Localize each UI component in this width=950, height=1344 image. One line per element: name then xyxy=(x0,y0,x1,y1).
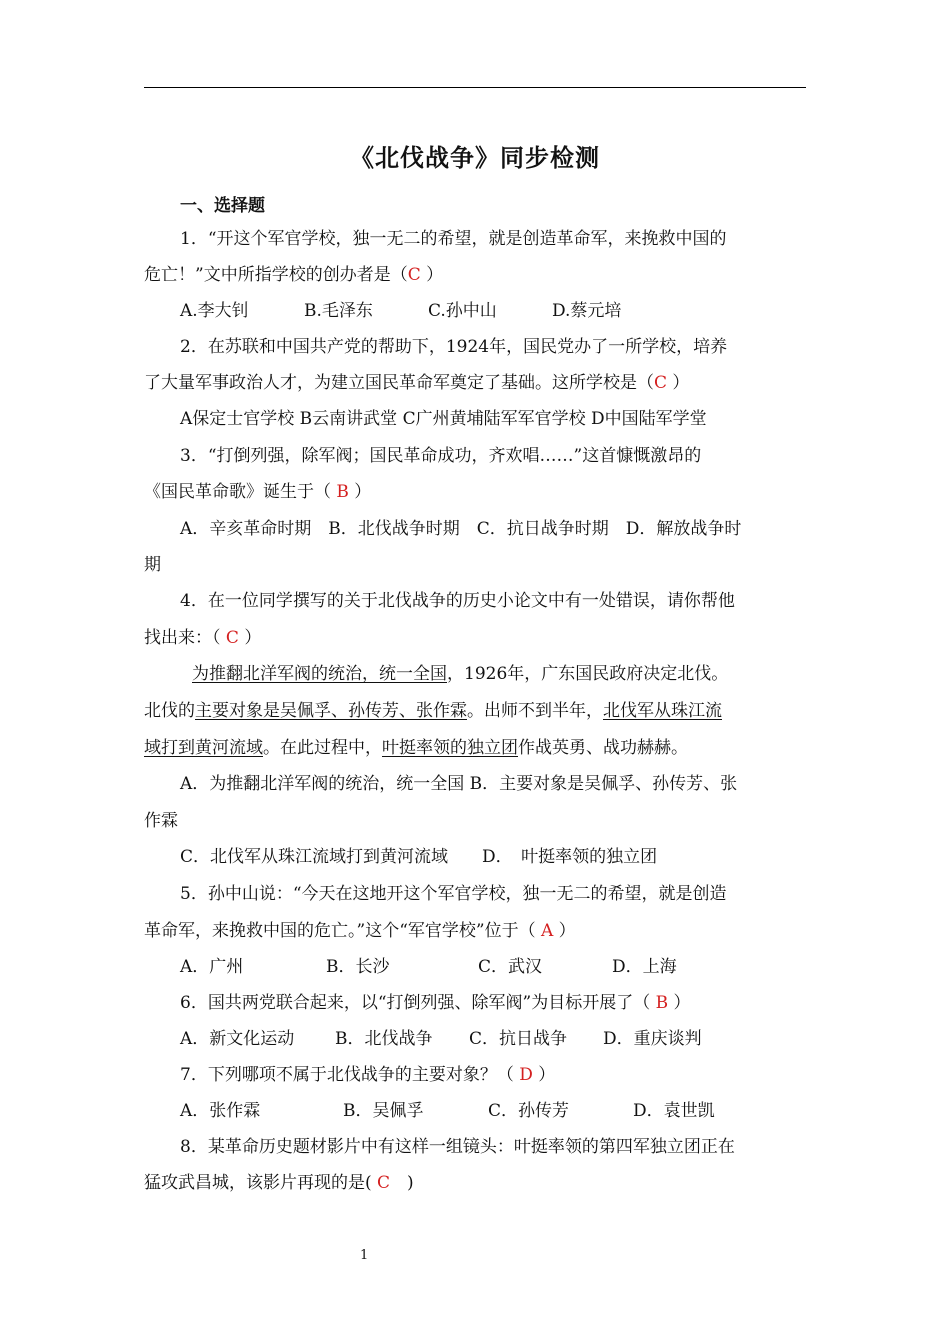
option-c: C．抗日战争 xyxy=(469,1029,568,1049)
question-5-line-2: 革命军，来挽救中国的危亡。”这个“军官学校”位于（ A ） xyxy=(144,921,576,941)
question-3-options-1: A．辛亥革命时期 B．北伐战争时期 C．抗日战争时期 D．解放战争时 xyxy=(180,519,742,539)
question-4-line-2: 找出来：（ C ） xyxy=(144,628,262,648)
option-b: B．长沙 xyxy=(326,957,390,977)
option-a: A．新文化运动 xyxy=(180,1029,295,1049)
essay-line-1: 为推翻北洋军阀的统治，统一全国，1926年，广东国民政府决定北伐。 xyxy=(192,664,729,684)
question-4-options-2: 作霖 xyxy=(144,811,178,831)
page-title: 《北伐战争》同步检测 xyxy=(350,144,600,172)
option-d: D.蔡元培 xyxy=(552,301,622,321)
option-c: C．孙传芳 xyxy=(488,1101,570,1121)
question-4-options-3: C．北伐军从珠江流域打到黄河流域 D． 叶挺率领的独立团 xyxy=(180,847,658,867)
option-d: D．上海 xyxy=(612,957,677,977)
option-d: D．袁世凯 xyxy=(633,1101,715,1121)
answer-5: A xyxy=(540,921,554,941)
question-5-options xyxy=(180,956,677,978)
question-3-line-2: 《国民革命歌》诞生于（ B ） xyxy=(144,482,372,502)
header-rule xyxy=(144,87,806,88)
question-6-options xyxy=(180,1028,702,1050)
answer-6: B xyxy=(655,993,669,1013)
question-3-options-2: 期 xyxy=(144,555,161,575)
page-number: 1 xyxy=(360,1248,369,1263)
question-1-line-1: 1．“开这个军官学校，独一无二的希望，就是创造革命军，来挽救中国的 xyxy=(180,229,727,249)
question-1-options xyxy=(180,300,621,322)
answer-4: C xyxy=(225,628,239,648)
option-b: B．吴佩孚 xyxy=(343,1101,424,1121)
essay-line-3: 域打到黄河流域。在此过程中，叶挺率领的独立团作战英勇、战功赫赫。 xyxy=(144,738,688,758)
option-b: B.毛泽东 xyxy=(304,301,373,321)
answer-1: C xyxy=(407,265,421,285)
option-a: A．广州 xyxy=(180,957,244,977)
question-7-options xyxy=(180,1100,715,1122)
option-c: C.孙中山 xyxy=(428,301,497,321)
question-3-line-1: 3．“打倒列强，除军阀；国民革命成功，齐欢唱……”这首慷慨激昂的 xyxy=(180,446,702,466)
question-4-line-1: 4．在一位同学撰写的关于北伐战争的历史小论文中有一处错误，请你帮他 xyxy=(180,591,735,611)
question-2-options: A保定士官学校 B云南讲武堂 C广州黄埔陆军军官学校 D中国陆军学堂 xyxy=(180,409,707,429)
essay-line-2: 北伐的主要对象是吴佩孚、孙传芳、张作霖。出师不到半年，北伐军从珠江流 xyxy=(144,701,722,721)
option-a: A．张作霖 xyxy=(180,1101,261,1121)
answer-3: B xyxy=(336,482,349,502)
answer-7: D xyxy=(519,1065,533,1085)
answer-2: C xyxy=(654,373,668,393)
section-heading: 一、选择题 xyxy=(180,196,265,216)
question-8-line-2: 猛攻武昌城，该影片再现的是( C ) xyxy=(144,1173,414,1193)
question-6-line-1: 6．国共两党联合起来，以“打倒列强、除军阀”为目标开展了（ B ） xyxy=(180,993,691,1013)
question-7-line-1: 7．下列哪项不属于北伐战争的主要对象？（ D ） xyxy=(180,1065,556,1085)
question-5-line-1: 5．孙中山说：“今天在这地开这个军官学校，独一无二的希望，就是创造 xyxy=(180,884,727,904)
option-a: A.李大钊 xyxy=(180,301,249,321)
question-4-options-1: A．为推翻北洋军阀的统治，统一全国 B．主要对象是吴佩孚、孙传芳、张 xyxy=(180,774,738,794)
option-d: D．重庆谈判 xyxy=(603,1029,702,1049)
question-8-line-1: 8．某革命历史题材影片中有这样一组镜头：叶挺率领的第四军独立团正在 xyxy=(180,1137,735,1157)
answer-8: C xyxy=(377,1173,391,1193)
option-b: B．北伐战争 xyxy=(335,1029,433,1049)
question-2-line-1: 2．在苏联和中国共产党的帮助下，1924年，国民党办了一所学校，培养 xyxy=(180,337,728,357)
option-c: C．武汉 xyxy=(478,957,543,977)
question-2-line-2: 了大量军事政治人才，为建立国民革命军奠定了基础。这所学校是（C ） xyxy=(144,373,690,393)
question-1-line-2: 危亡！”文中所指学校的创办者是（C ） xyxy=(144,265,444,285)
